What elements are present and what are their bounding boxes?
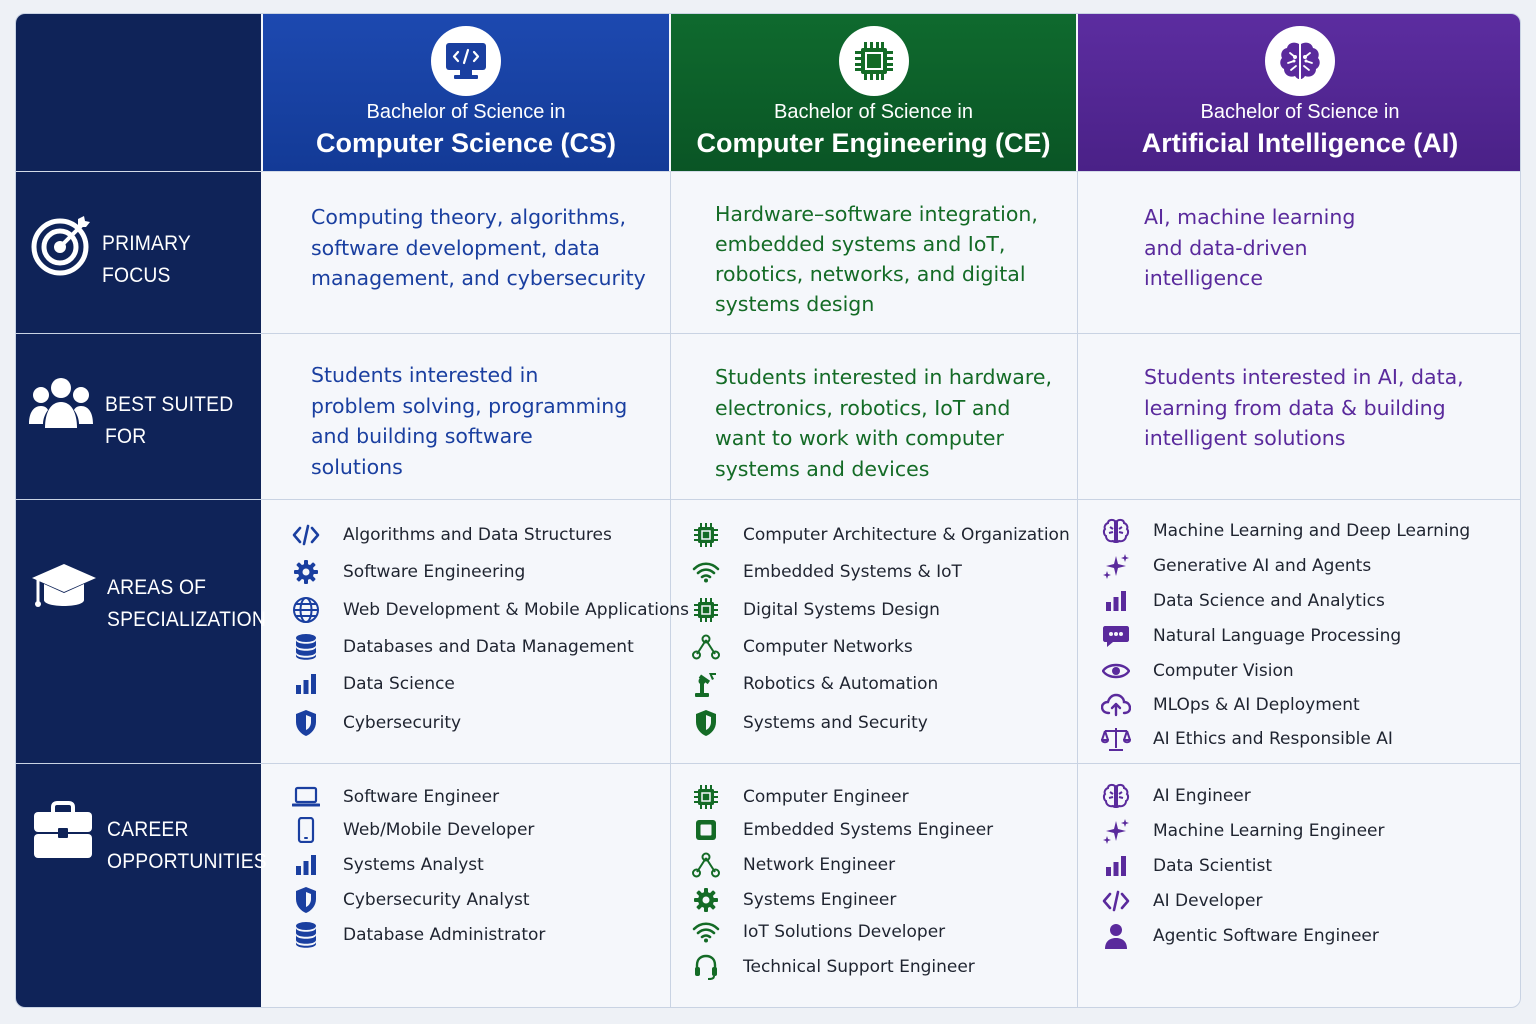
text-line: want to work with computer	[715, 426, 1004, 450]
list-item-label: Software Engineer	[343, 787, 500, 807]
comparison-table	[15, 13, 1521, 1008]
gear-icon	[691, 885, 721, 915]
list-item	[291, 632, 634, 662]
row-label-text: SPECIALIZATION	[107, 608, 266, 631]
text-line: Computing theory, algorithms,	[311, 205, 626, 229]
list-item-label: AI Developer	[1153, 891, 1263, 911]
list-item-label: Robotics & Automation	[743, 674, 939, 694]
header-ai	[1078, 14, 1521, 171]
list-item-label: Data Science	[343, 674, 455, 694]
list-item	[1101, 516, 1470, 546]
list-item	[691, 595, 940, 625]
list-item	[691, 708, 928, 738]
text-line: intelligent solutions	[1144, 426, 1346, 450]
list-item	[291, 669, 455, 699]
list-item-label: Data Science and Analytics	[1153, 591, 1385, 611]
list-item	[291, 782, 499, 812]
primary-focus-ai	[1144, 202, 1355, 294]
list-item	[691, 917, 945, 947]
list-item-label: AI Engineer	[1153, 786, 1251, 806]
wifi-icon	[691, 917, 721, 947]
board-icon	[691, 815, 721, 845]
best-suited-ai	[1144, 362, 1464, 454]
chip-icon	[691, 595, 721, 625]
divider	[1077, 171, 1078, 1007]
network-icon	[691, 632, 721, 662]
list-item-label: Database Administrator	[343, 925, 546, 945]
row-label-specializations	[16, 500, 266, 763]
chat-icon	[1101, 621, 1131, 651]
header-ce	[671, 14, 1076, 171]
chip-icon	[839, 26, 909, 96]
list-item-label: Embedded Systems & IoT	[743, 562, 962, 582]
person-icon	[1101, 921, 1131, 951]
gear-icon	[291, 557, 321, 587]
list-item	[691, 850, 895, 880]
sparkle-icon	[1101, 816, 1131, 846]
chip-icon	[691, 782, 721, 812]
list-item-label: Natural Language Processing	[1153, 626, 1402, 646]
list-item-label: Databases and Data Management	[343, 637, 634, 657]
row-label-text: OPPORTUNITIES	[107, 850, 267, 873]
list-item-label: Cybersecurity	[343, 713, 462, 733]
laptop-icon	[291, 782, 321, 812]
list-item-label: Technical Support Engineer	[743, 957, 975, 977]
graduation-cap-icon	[30, 562, 98, 618]
list-item-label: Machine Learning Engineer	[1153, 821, 1385, 841]
target-icon	[30, 213, 92, 277]
text-line: learning from data & building	[1144, 395, 1446, 420]
briefcase-icon	[32, 800, 94, 862]
primary-focus-ce	[715, 199, 1038, 319]
header-cs-line1: Bachelor of Science in	[366, 101, 566, 123]
row-label-best-suited	[16, 334, 261, 499]
row-label-text: PRIMARY FOCUS	[102, 232, 191, 287]
list-item	[291, 920, 545, 950]
list-item	[691, 952, 975, 982]
bar-chart-icon	[291, 850, 321, 880]
list-item-label: Computer Architecture & Organization	[743, 525, 1070, 545]
list-item	[291, 557, 525, 587]
text-line: AI, machine learning	[1144, 205, 1356, 229]
text-line: systems design	[715, 292, 875, 316]
text-line: solutions	[311, 454, 403, 479]
list-item	[691, 669, 938, 699]
row-label-text: BEST SUITED FOR	[105, 393, 234, 448]
shield-icon	[691, 708, 721, 738]
wifi-icon	[691, 557, 721, 587]
brain-icon	[1265, 26, 1335, 96]
database-icon	[291, 632, 321, 662]
list-item-label: Algorithms and Data Structures	[343, 525, 612, 545]
shield-icon	[291, 885, 321, 915]
best-suited-cs	[311, 360, 627, 482]
row-label-primary-focus	[16, 171, 261, 333]
list-item	[1101, 851, 1272, 881]
list-item-label: Software Engineering	[343, 562, 526, 582]
list-item-label: Systems Engineer	[743, 890, 897, 910]
list-item-label: Computer Networks	[743, 637, 913, 657]
cloud-upload-icon	[1101, 690, 1131, 720]
header-ce-line1: Bachelor of Science in	[773, 101, 973, 123]
text-line: robotics, networks, and digital	[715, 262, 1026, 286]
robot-arm-icon	[691, 669, 721, 699]
text-line: Students interested in	[311, 363, 539, 387]
text-line: intelligence	[1144, 266, 1263, 290]
row-label-text: CAREER	[107, 818, 189, 841]
text-line: problem solving, programming	[311, 393, 628, 418]
list-item-label: Web/Mobile Developer	[343, 820, 535, 840]
shield-icon	[291, 708, 321, 738]
list-item	[291, 850, 484, 880]
list-item	[1101, 551, 1371, 581]
phone-icon	[291, 815, 321, 845]
text-line: systems and devices	[715, 456, 930, 481]
list-item-label: Generative AI and Agents	[1153, 556, 1372, 576]
list-item	[1101, 886, 1262, 916]
list-item	[1101, 921, 1379, 951]
list-item	[291, 708, 461, 738]
eye-icon	[1101, 656, 1131, 686]
list-item	[691, 782, 909, 812]
list-item	[1101, 586, 1385, 616]
list-item	[1101, 690, 1360, 720]
list-item	[691, 520, 1070, 550]
text-line: software development, data	[311, 235, 600, 260]
list-item-label: Machine Learning and Deep Learning	[1153, 521, 1471, 541]
list-item-label: Computer Engineer	[743, 787, 909, 807]
list-item-label: IoT Solutions Developer	[743, 922, 946, 942]
header-ai-line1: Bachelor of Science in	[1200, 101, 1400, 123]
text-line: management, and cybersecurity	[311, 266, 646, 290]
network-icon	[691, 850, 721, 880]
header-cs	[263, 14, 669, 171]
text-line: electronics, robotics, IoT and	[715, 395, 1011, 420]
list-item-label: Systems Analyst	[343, 855, 484, 875]
row-label-careers	[16, 764, 267, 1008]
list-item-label: Data Scientist	[1153, 856, 1272, 876]
sparkle-icon	[1101, 551, 1131, 581]
list-item-label: Cybersecurity Analyst	[343, 890, 530, 910]
globe-icon	[291, 595, 321, 625]
list-item	[691, 885, 896, 915]
list-item	[1101, 816, 1384, 846]
header-ai-line2: Artificial Intelligence (AI)	[1141, 128, 1459, 158]
bar-chart-icon	[291, 669, 321, 699]
code-icon	[291, 520, 321, 550]
code-icon	[1101, 886, 1131, 916]
brain-icon	[1101, 781, 1131, 811]
list-item-label: Network Engineer	[743, 855, 896, 875]
list-item	[291, 885, 530, 915]
row-label-text: AREAS OF	[107, 576, 207, 599]
list-item	[691, 557, 962, 587]
header-cs-line2: Computer Science (CS)	[315, 128, 617, 158]
header-ce-line2: Computer Engineering (CE)	[696, 128, 1051, 158]
headset-icon	[691, 952, 721, 982]
list-item-label: Embedded Systems Engineer	[743, 820, 994, 840]
list-item-label: Agentic Software Engineer	[1153, 926, 1379, 946]
list-item-label: Web Development & Mobile Applications	[343, 600, 689, 620]
scale-icon	[1101, 724, 1131, 754]
text-line: embedded systems and IoT,	[715, 232, 1006, 256]
list-item	[1101, 621, 1401, 651]
text-line: and data-driven	[1144, 235, 1308, 260]
divider	[670, 171, 671, 1007]
text-line: Students interested in AI, data,	[1144, 365, 1464, 389]
code-monitor-icon	[431, 26, 501, 96]
group-icon	[28, 374, 94, 430]
database-icon	[291, 920, 321, 950]
list-item	[691, 632, 913, 662]
bar-chart-icon	[1101, 586, 1131, 616]
list-item	[291, 815, 534, 845]
text-line: Hardware–software integration,	[715, 202, 1038, 226]
list-item-label: MLOps & AI Deployment	[1153, 695, 1360, 715]
brain-icon	[1101, 516, 1131, 546]
bar-chart-icon	[1101, 851, 1131, 881]
text-line: Students interested in hardware,	[715, 365, 1052, 389]
list-item-label: AI Ethics and Responsible AI	[1153, 729, 1393, 749]
list-item-label: Computer Vision	[1153, 661, 1294, 681]
primary-focus-cs	[311, 202, 646, 294]
list-item	[291, 520, 612, 550]
list-item	[1101, 724, 1393, 754]
best-suited-ce	[715, 362, 1052, 484]
list-item	[291, 595, 689, 625]
chip-icon	[691, 520, 721, 550]
list-item-label: Digital Systems Design	[743, 600, 940, 620]
list-item-label: Systems and Security	[743, 713, 928, 733]
list-item	[1101, 656, 1294, 686]
list-item	[1101, 781, 1251, 811]
list-item	[691, 815, 993, 845]
text-line: and building software	[311, 424, 533, 448]
